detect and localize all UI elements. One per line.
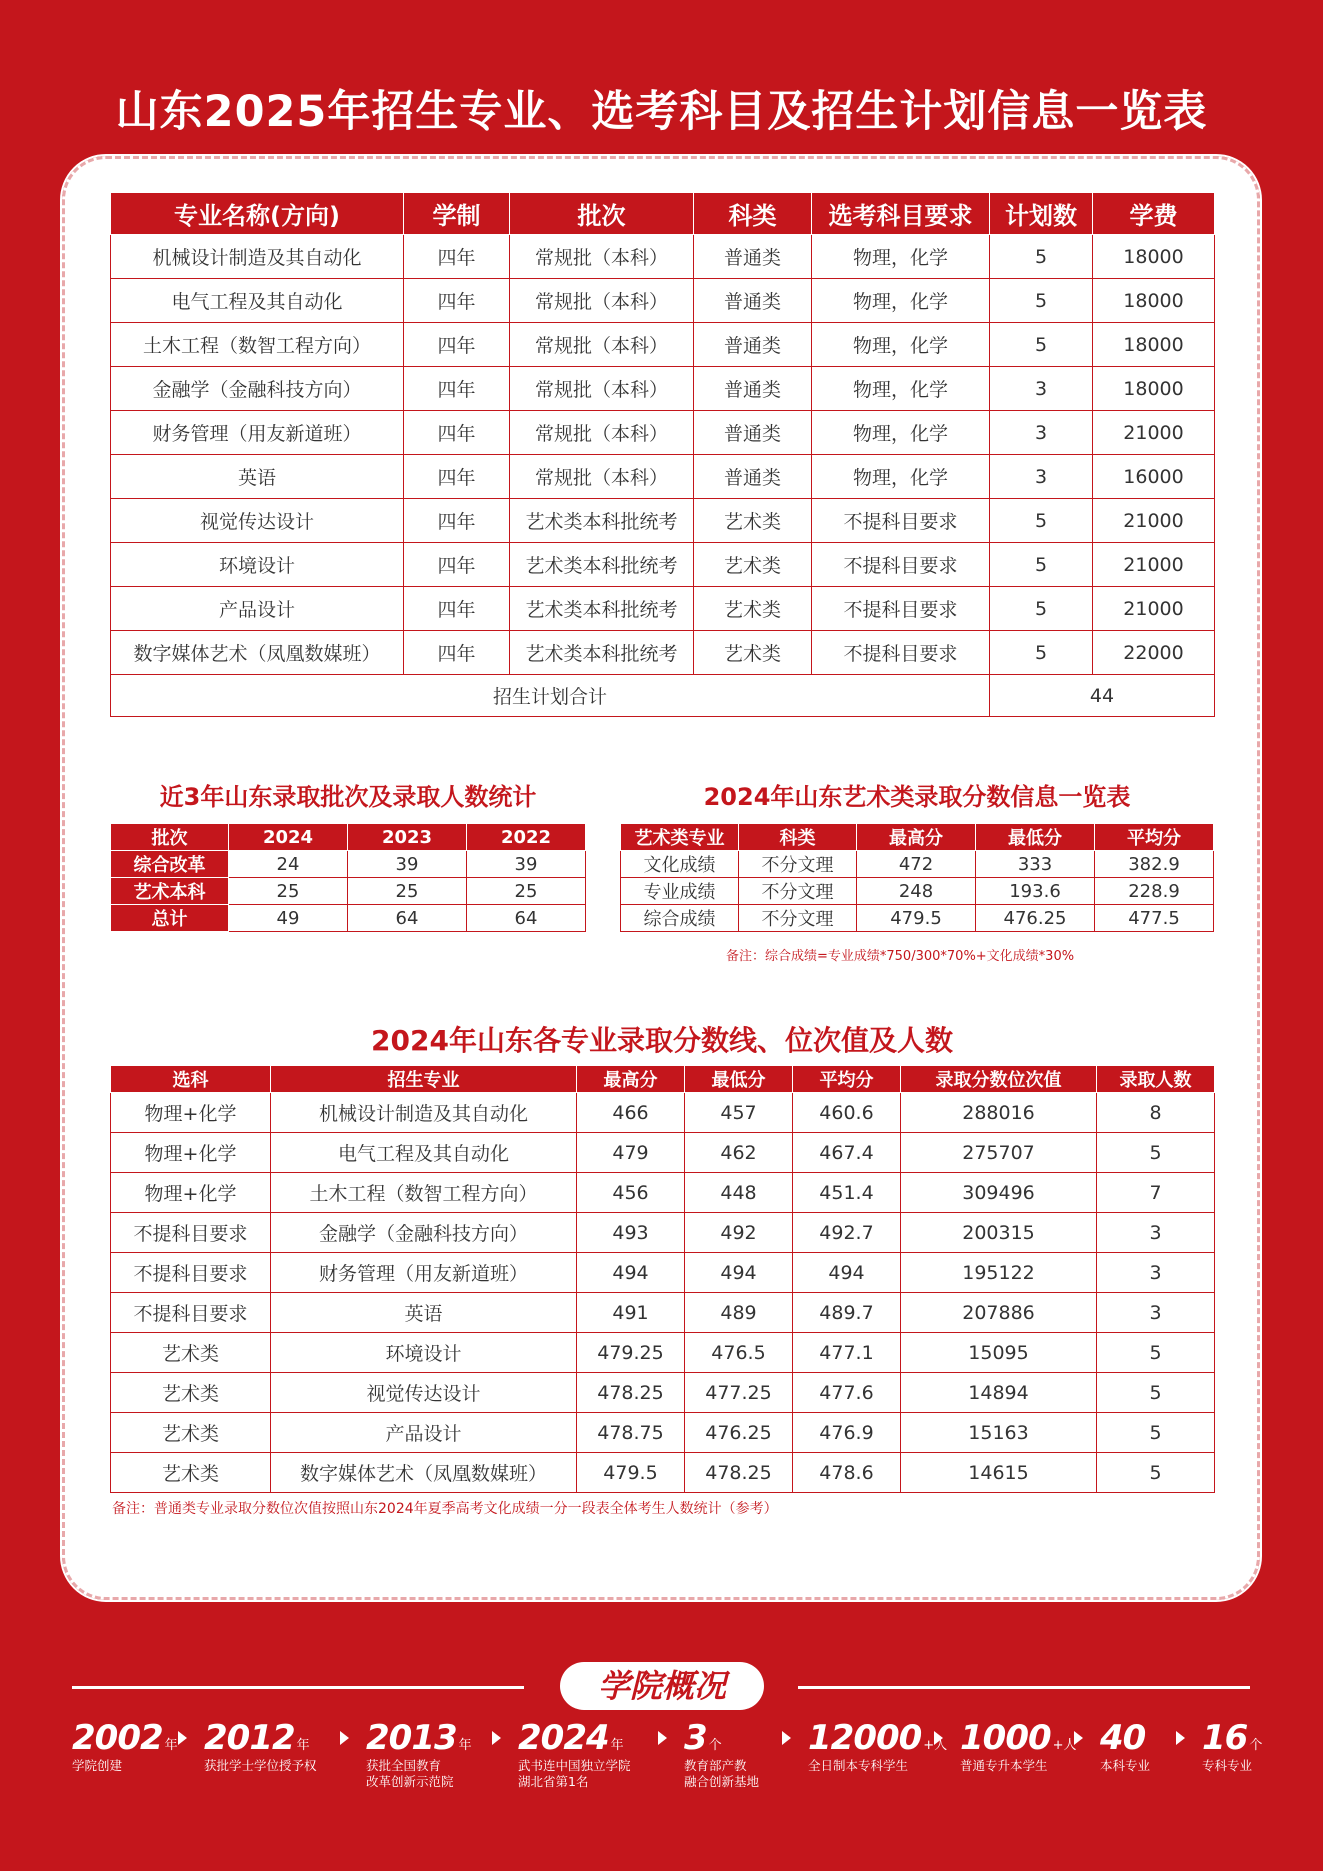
column-header: 2022 <box>467 824 586 851</box>
stat-number: 2013 <box>366 1718 457 1758</box>
table-cell: 四年 <box>404 367 510 411</box>
table-cell: 5 <box>1097 1413 1215 1453</box>
stat-number: 1000 <box>960 1718 1051 1758</box>
column-header: 平均分 <box>1095 824 1214 851</box>
table-cell: 数字媒体艺术（凤凰数媒班） <box>271 1453 577 1493</box>
score-table <box>110 1065 1215 1493</box>
table-cell: 5 <box>1097 1373 1215 1413</box>
stat-desc: 专科专业 <box>1202 1758 1253 1773</box>
table-cell: 478.25 <box>685 1453 793 1493</box>
table-cell: 普通类 <box>694 279 812 323</box>
stat-desc: 普通专升本学生 <box>960 1758 1048 1773</box>
stat-number: 16 <box>1202 1718 1248 1758</box>
table-cell: 四年 <box>404 279 510 323</box>
table-row <box>621 851 1214 878</box>
table-cell: 5 <box>990 499 1093 543</box>
column-header: 最低分 <box>685 1066 793 1093</box>
table-cell: 5 <box>990 543 1093 587</box>
column-header: 科类 <box>739 824 857 851</box>
table-cell: 21000 <box>1093 587 1215 631</box>
stat-unit: 年 <box>458 1738 472 1753</box>
table-cell: 466 <box>577 1093 685 1133</box>
arrow-icon <box>934 1731 943 1745</box>
table-cell: 普通类 <box>694 367 812 411</box>
table-cell: 14894 <box>901 1373 1097 1413</box>
table-cell: 物理，化学 <box>812 235 990 279</box>
column-header: 选考科目要求 <box>812 193 990 235</box>
table-cell: 机械设计制造及其自动化 <box>111 235 404 279</box>
table-row <box>111 323 1215 367</box>
table-cell: 5 <box>990 587 1093 631</box>
overview-banner: 学院概况 <box>560 1662 764 1710</box>
banner-divider-left <box>72 1686 524 1689</box>
table-cell: 478.75 <box>577 1413 685 1453</box>
table-cell: 457 <box>685 1093 793 1133</box>
table-cell: 476.9 <box>793 1413 901 1453</box>
stat-value <box>684 1718 759 1758</box>
batch-table <box>110 823 586 932</box>
table-cell: 物理，化学 <box>812 455 990 499</box>
table-row <box>111 851 586 878</box>
table-cell: 常规批（本科） <box>510 411 694 455</box>
column-header: 最低分 <box>976 824 1095 851</box>
stat-desc: 获批全国教育 <box>366 1758 442 1773</box>
column-header: 计划数 <box>990 193 1093 235</box>
table-cell: 8 <box>1097 1093 1215 1133</box>
table-cell: 5 <box>990 323 1093 367</box>
table-cell: 479 <box>577 1133 685 1173</box>
table-cell: 艺术本科 <box>111 878 229 905</box>
table-row <box>111 631 1215 675</box>
table-cell: 476.25 <box>685 1413 793 1453</box>
batch-table-title: 近3年山东录取批次及录取人数统计 <box>159 783 537 811</box>
table-cell: 64 <box>467 905 586 932</box>
arrow-icon <box>1074 1731 1083 1745</box>
column-header: 2024 <box>229 824 348 851</box>
table-cell: 477.25 <box>685 1373 793 1413</box>
table-cell: 机械设计制造及其自动化 <box>271 1093 577 1133</box>
table-cell: 476.5 <box>685 1333 793 1373</box>
table-cell: 309496 <box>901 1173 1097 1213</box>
table-cell: 479.5 <box>577 1453 685 1493</box>
table-cell: 3 <box>1097 1213 1215 1253</box>
page-title: 山东2025年招生专业、选考科目及招生计划信息一览表 <box>115 87 1208 137</box>
table-cell: 14615 <box>901 1453 1097 1493</box>
table-row <box>111 543 1215 587</box>
table-row <box>621 878 1214 905</box>
stat-desc: 改革创新示范院 <box>366 1774 454 1789</box>
table-cell: 总计 <box>111 905 229 932</box>
table-row <box>111 1213 1215 1253</box>
table-cell: 艺术类 <box>694 631 812 675</box>
stat-value <box>72 1718 178 1758</box>
table-cell: 21000 <box>1093 543 1215 587</box>
table-cell: 18000 <box>1093 279 1215 323</box>
table-cell: 456 <box>577 1173 685 1213</box>
table-cell: 5 <box>1097 1133 1215 1173</box>
stat-item <box>204 1718 317 1774</box>
table-cell: 5 <box>990 631 1093 675</box>
table-cell: 39 <box>348 851 467 878</box>
table-cell: 478.25 <box>577 1373 685 1413</box>
arrow-icon <box>658 1731 667 1745</box>
table-cell: 479.25 <box>577 1333 685 1373</box>
table-cell: 不提科目要求 <box>111 1293 271 1333</box>
table-cell: 228.9 <box>1095 878 1214 905</box>
table-cell: 333 <box>976 851 1095 878</box>
table-cell: 15163 <box>901 1413 1097 1453</box>
table-cell: 不分文理 <box>739 905 857 932</box>
table-cell: 四年 <box>404 235 510 279</box>
table-cell: 财务管理（用友新道班） <box>111 411 404 455</box>
table-row <box>111 1413 1215 1453</box>
total-label: 招生计划合计 <box>111 675 990 717</box>
table-cell: 478.6 <box>793 1453 901 1493</box>
table-cell: 16000 <box>1093 455 1215 499</box>
table-cell: 物理，化学 <box>812 323 990 367</box>
table-cell: 248 <box>857 878 976 905</box>
table-cell: 土木工程（数智工程方向） <box>271 1173 577 1213</box>
column-header: 招生专业 <box>271 1066 577 1093</box>
column-header: 艺术类专业 <box>621 824 739 851</box>
stat-desc: 湖北省第1名 <box>518 1774 589 1789</box>
stat-number: 2024 <box>518 1718 609 1758</box>
art-table-title: 2024年山东艺术类录取分数信息一览表 <box>703 783 1131 811</box>
column-header: 最高分 <box>577 1066 685 1093</box>
stat-unit: +人 <box>1052 1738 1077 1753</box>
table-cell: 5 <box>990 235 1093 279</box>
table-cell: 193.6 <box>976 878 1095 905</box>
stat-unit: 年 <box>610 1738 624 1753</box>
stat-desc: 学院创建 <box>72 1758 123 1773</box>
stat-desc: 本科专业 <box>1100 1758 1151 1773</box>
column-header: 录取分数位次值 <box>901 1066 1097 1093</box>
table-cell: 常规批（本科） <box>510 455 694 499</box>
table-cell: 492.7 <box>793 1213 901 1253</box>
table-cell: 艺术类本科批统考 <box>510 587 694 631</box>
table-cell: 5 <box>990 279 1093 323</box>
stat-value <box>960 1718 1077 1758</box>
table-cell: 金融学（金融科技方向） <box>111 367 404 411</box>
table-cell: 24 <box>229 851 348 878</box>
table-cell: 不提科目要求 <box>111 1253 271 1293</box>
table-cell: 四年 <box>404 411 510 455</box>
table-cell: 15095 <box>901 1333 1097 1373</box>
table-cell: 视觉传达设计 <box>271 1373 577 1413</box>
table-cell: 491 <box>577 1293 685 1333</box>
banner-divider-right <box>798 1686 1250 1689</box>
table-cell: 艺术类 <box>694 499 812 543</box>
column-header: 批次 <box>111 824 229 851</box>
table-cell: 275707 <box>901 1133 1097 1173</box>
table-cell: 5 <box>1097 1453 1215 1493</box>
table-row <box>111 1133 1215 1173</box>
table-cell: 艺术类本科批统考 <box>510 499 694 543</box>
table-cell: 电气工程及其自动化 <box>271 1133 577 1173</box>
table-cell: 3 <box>990 411 1093 455</box>
table-row <box>111 1253 1215 1293</box>
table-cell: 艺术类 <box>111 1333 271 1373</box>
table-cell: 四年 <box>404 323 510 367</box>
table-cell: 环境设计 <box>271 1333 577 1373</box>
table-cell: 艺术类 <box>111 1373 271 1413</box>
table-cell: 艺术类本科批统考 <box>510 631 694 675</box>
table-cell: 综合改革 <box>111 851 229 878</box>
stat-number: 3 <box>684 1718 707 1758</box>
table-cell: 常规批（本科） <box>510 235 694 279</box>
table-cell: 18000 <box>1093 235 1215 279</box>
table-cell: 不提科目要求 <box>812 631 990 675</box>
table-cell: 7 <box>1097 1173 1215 1213</box>
table-cell: 视觉传达设计 <box>111 499 404 543</box>
table-cell: 492 <box>685 1213 793 1253</box>
stat-item <box>808 1718 947 1774</box>
table-cell: 数字媒体艺术（凤凰数媒班） <box>111 631 404 675</box>
column-header: 学制 <box>404 193 510 235</box>
table-cell: 物理，化学 <box>812 367 990 411</box>
table-cell: 477.6 <box>793 1373 901 1413</box>
table-cell: 207886 <box>901 1293 1097 1333</box>
table-cell: 200315 <box>901 1213 1097 1253</box>
stat-desc: 全日制本专科学生 <box>808 1758 909 1773</box>
total-row <box>111 675 1215 717</box>
table-cell: 物理，化学 <box>812 279 990 323</box>
table-cell: 英语 <box>271 1293 577 1333</box>
table-cell: 艺术类 <box>694 543 812 587</box>
stat-unit: 个 <box>708 1738 722 1753</box>
table-cell: 普通类 <box>694 411 812 455</box>
table-row <box>111 455 1215 499</box>
arrow-icon <box>178 1731 187 1745</box>
stat-number: 12000 <box>808 1718 922 1758</box>
arrow-icon <box>782 1731 791 1745</box>
stat-desc: 获批学士学位授予权 <box>204 1758 317 1773</box>
table-cell: 四年 <box>404 499 510 543</box>
table-cell: 普通类 <box>694 455 812 499</box>
table-cell: 21000 <box>1093 411 1215 455</box>
table-cell: 专业成绩 <box>621 878 739 905</box>
stat-desc: 融合创新基地 <box>684 1774 760 1789</box>
table-cell: 综合成绩 <box>621 905 739 932</box>
table-cell: 金融学（金融科技方向） <box>271 1213 577 1253</box>
table-cell: 18000 <box>1093 323 1215 367</box>
table-cell: 25 <box>348 878 467 905</box>
table-row <box>111 878 586 905</box>
table-cell: 5 <box>1097 1333 1215 1373</box>
table-cell: 49 <box>229 905 348 932</box>
stat-item <box>1100 1718 1150 1774</box>
stat-unit: 个 <box>1249 1738 1263 1753</box>
table-cell: 489 <box>685 1293 793 1333</box>
stat-item <box>1202 1718 1262 1774</box>
table-cell: 3 <box>990 455 1093 499</box>
stat-number: 2002 <box>72 1718 163 1758</box>
table-row <box>111 411 1215 455</box>
plan-table <box>110 192 1215 717</box>
table-cell: 艺术类本科批统考 <box>510 543 694 587</box>
table-cell: 财务管理（用友新道班） <box>271 1253 577 1293</box>
table-cell: 195122 <box>901 1253 1097 1293</box>
table-cell: 448 <box>685 1173 793 1213</box>
table-cell: 64 <box>348 905 467 932</box>
table-cell: 288016 <box>901 1093 1097 1133</box>
table-cell: 不提科目要求 <box>812 499 990 543</box>
table-cell: 四年 <box>404 631 510 675</box>
table-row <box>111 499 1215 543</box>
table-cell: 494 <box>793 1253 901 1293</box>
stat-value <box>1202 1718 1262 1758</box>
table-cell: 四年 <box>404 455 510 499</box>
table-cell: 物理+化学 <box>111 1133 271 1173</box>
stat-item <box>684 1718 759 1790</box>
table-cell: 常规批（本科） <box>510 323 694 367</box>
table-cell: 18000 <box>1093 367 1215 411</box>
table-cell: 489.7 <box>793 1293 901 1333</box>
column-header: 科类 <box>694 193 812 235</box>
table-cell: 英语 <box>111 455 404 499</box>
table-cell: 476.25 <box>976 905 1095 932</box>
stat-number: 40 <box>1100 1718 1146 1758</box>
table-row <box>621 905 1214 932</box>
table-cell: 39 <box>467 851 586 878</box>
table-cell: 四年 <box>404 543 510 587</box>
table-cell: 494 <box>577 1253 685 1293</box>
table-cell: 477.1 <box>793 1333 901 1373</box>
column-header: 专业名称(方向) <box>111 193 404 235</box>
table-cell: 382.9 <box>1095 851 1214 878</box>
table-cell: 艺术类 <box>111 1413 271 1453</box>
table-cell: 472 <box>857 851 976 878</box>
table-cell: 电气工程及其自动化 <box>111 279 404 323</box>
table-cell: 物理，化学 <box>812 411 990 455</box>
stat-value <box>808 1718 947 1758</box>
table-row <box>111 1293 1215 1333</box>
table-cell: 不分文理 <box>739 878 857 905</box>
column-header: 2023 <box>348 824 467 851</box>
table-row <box>111 235 1215 279</box>
stat-value <box>518 1718 631 1758</box>
table-cell: 不提科目要求 <box>812 587 990 631</box>
column-header: 选科 <box>111 1066 271 1093</box>
table-cell: 产品设计 <box>111 587 404 631</box>
table-cell: 土木工程（数智工程方向） <box>111 323 404 367</box>
table-cell: 451.4 <box>793 1173 901 1213</box>
table-cell: 479.5 <box>857 905 976 932</box>
table-cell: 不提科目要求 <box>812 543 990 587</box>
table-cell: 477.5 <box>1095 905 1214 932</box>
table-cell: 产品设计 <box>271 1413 577 1453</box>
column-header: 学费 <box>1093 193 1215 235</box>
table-cell: 普通类 <box>694 235 812 279</box>
stat-item <box>366 1718 472 1790</box>
table-row <box>111 367 1215 411</box>
table-row <box>111 279 1215 323</box>
table-cell: 3 <box>1097 1293 1215 1333</box>
table-row <box>111 905 586 932</box>
column-header: 平均分 <box>793 1066 901 1093</box>
stat-item <box>72 1718 178 1774</box>
table-cell: 物理+化学 <box>111 1093 271 1133</box>
score-table-title: 2024年山东各专业录取分数线、位次值及人数 <box>371 1024 953 1057</box>
arrow-icon <box>1176 1731 1185 1745</box>
table-cell: 3 <box>1097 1253 1215 1293</box>
stat-value <box>366 1718 472 1758</box>
table-cell: 25 <box>467 878 586 905</box>
stat-unit: 年 <box>164 1738 178 1753</box>
table-row <box>111 1173 1215 1213</box>
art-score-table <box>620 823 1214 932</box>
table-row <box>111 1453 1215 1493</box>
arrow-icon <box>492 1731 501 1745</box>
stat-desc: 武书连中国独立学院 <box>518 1758 631 1773</box>
table-cell: 文化成绩 <box>621 851 739 878</box>
table-cell: 460.6 <box>793 1093 901 1133</box>
table-cell: 22000 <box>1093 631 1215 675</box>
table-cell: 不分文理 <box>739 851 857 878</box>
stat-desc: 教育部产教 <box>684 1758 747 1773</box>
total-value: 44 <box>990 675 1215 717</box>
table-cell: 艺术类 <box>694 587 812 631</box>
arrow-icon <box>340 1731 349 1745</box>
table-cell: 462 <box>685 1133 793 1173</box>
table-row <box>111 1093 1215 1133</box>
stat-number: 2012 <box>204 1718 295 1758</box>
score-table-note: 备注：普通类专业录取分数位次值按照山东2024年夏季高考文化成绩一分一段表全体考生人数统计（参考） <box>112 1501 778 1517</box>
art-table-note: 备注：综合成绩=专业成绩*750/300*70%+文化成绩*30% <box>726 949 1075 964</box>
table-cell: 467.4 <box>793 1133 901 1173</box>
table-row <box>111 587 1215 631</box>
table-cell: 常规批（本科） <box>510 367 694 411</box>
stat-unit: +人 <box>923 1738 948 1753</box>
table-cell: 3 <box>990 367 1093 411</box>
table-row <box>111 1373 1215 1413</box>
table-cell: 四年 <box>404 587 510 631</box>
table-cell: 物理+化学 <box>111 1173 271 1213</box>
table-cell: 494 <box>685 1253 793 1293</box>
table-cell: 不提科目要求 <box>111 1213 271 1253</box>
stat-item <box>960 1718 1077 1774</box>
table-row <box>111 1333 1215 1373</box>
stat-unit: 年 <box>296 1738 310 1753</box>
column-header: 批次 <box>510 193 694 235</box>
table-cell: 25 <box>229 878 348 905</box>
stat-value <box>204 1718 317 1758</box>
table-cell: 21000 <box>1093 499 1215 543</box>
stat-value <box>1100 1718 1150 1758</box>
table-cell: 常规批（本科） <box>510 279 694 323</box>
table-cell: 493 <box>577 1213 685 1253</box>
column-header: 最高分 <box>857 824 976 851</box>
table-cell: 艺术类 <box>111 1453 271 1493</box>
stat-item <box>518 1718 631 1790</box>
table-cell: 普通类 <box>694 323 812 367</box>
table-cell: 环境设计 <box>111 543 404 587</box>
column-header: 录取人数 <box>1097 1066 1215 1093</box>
